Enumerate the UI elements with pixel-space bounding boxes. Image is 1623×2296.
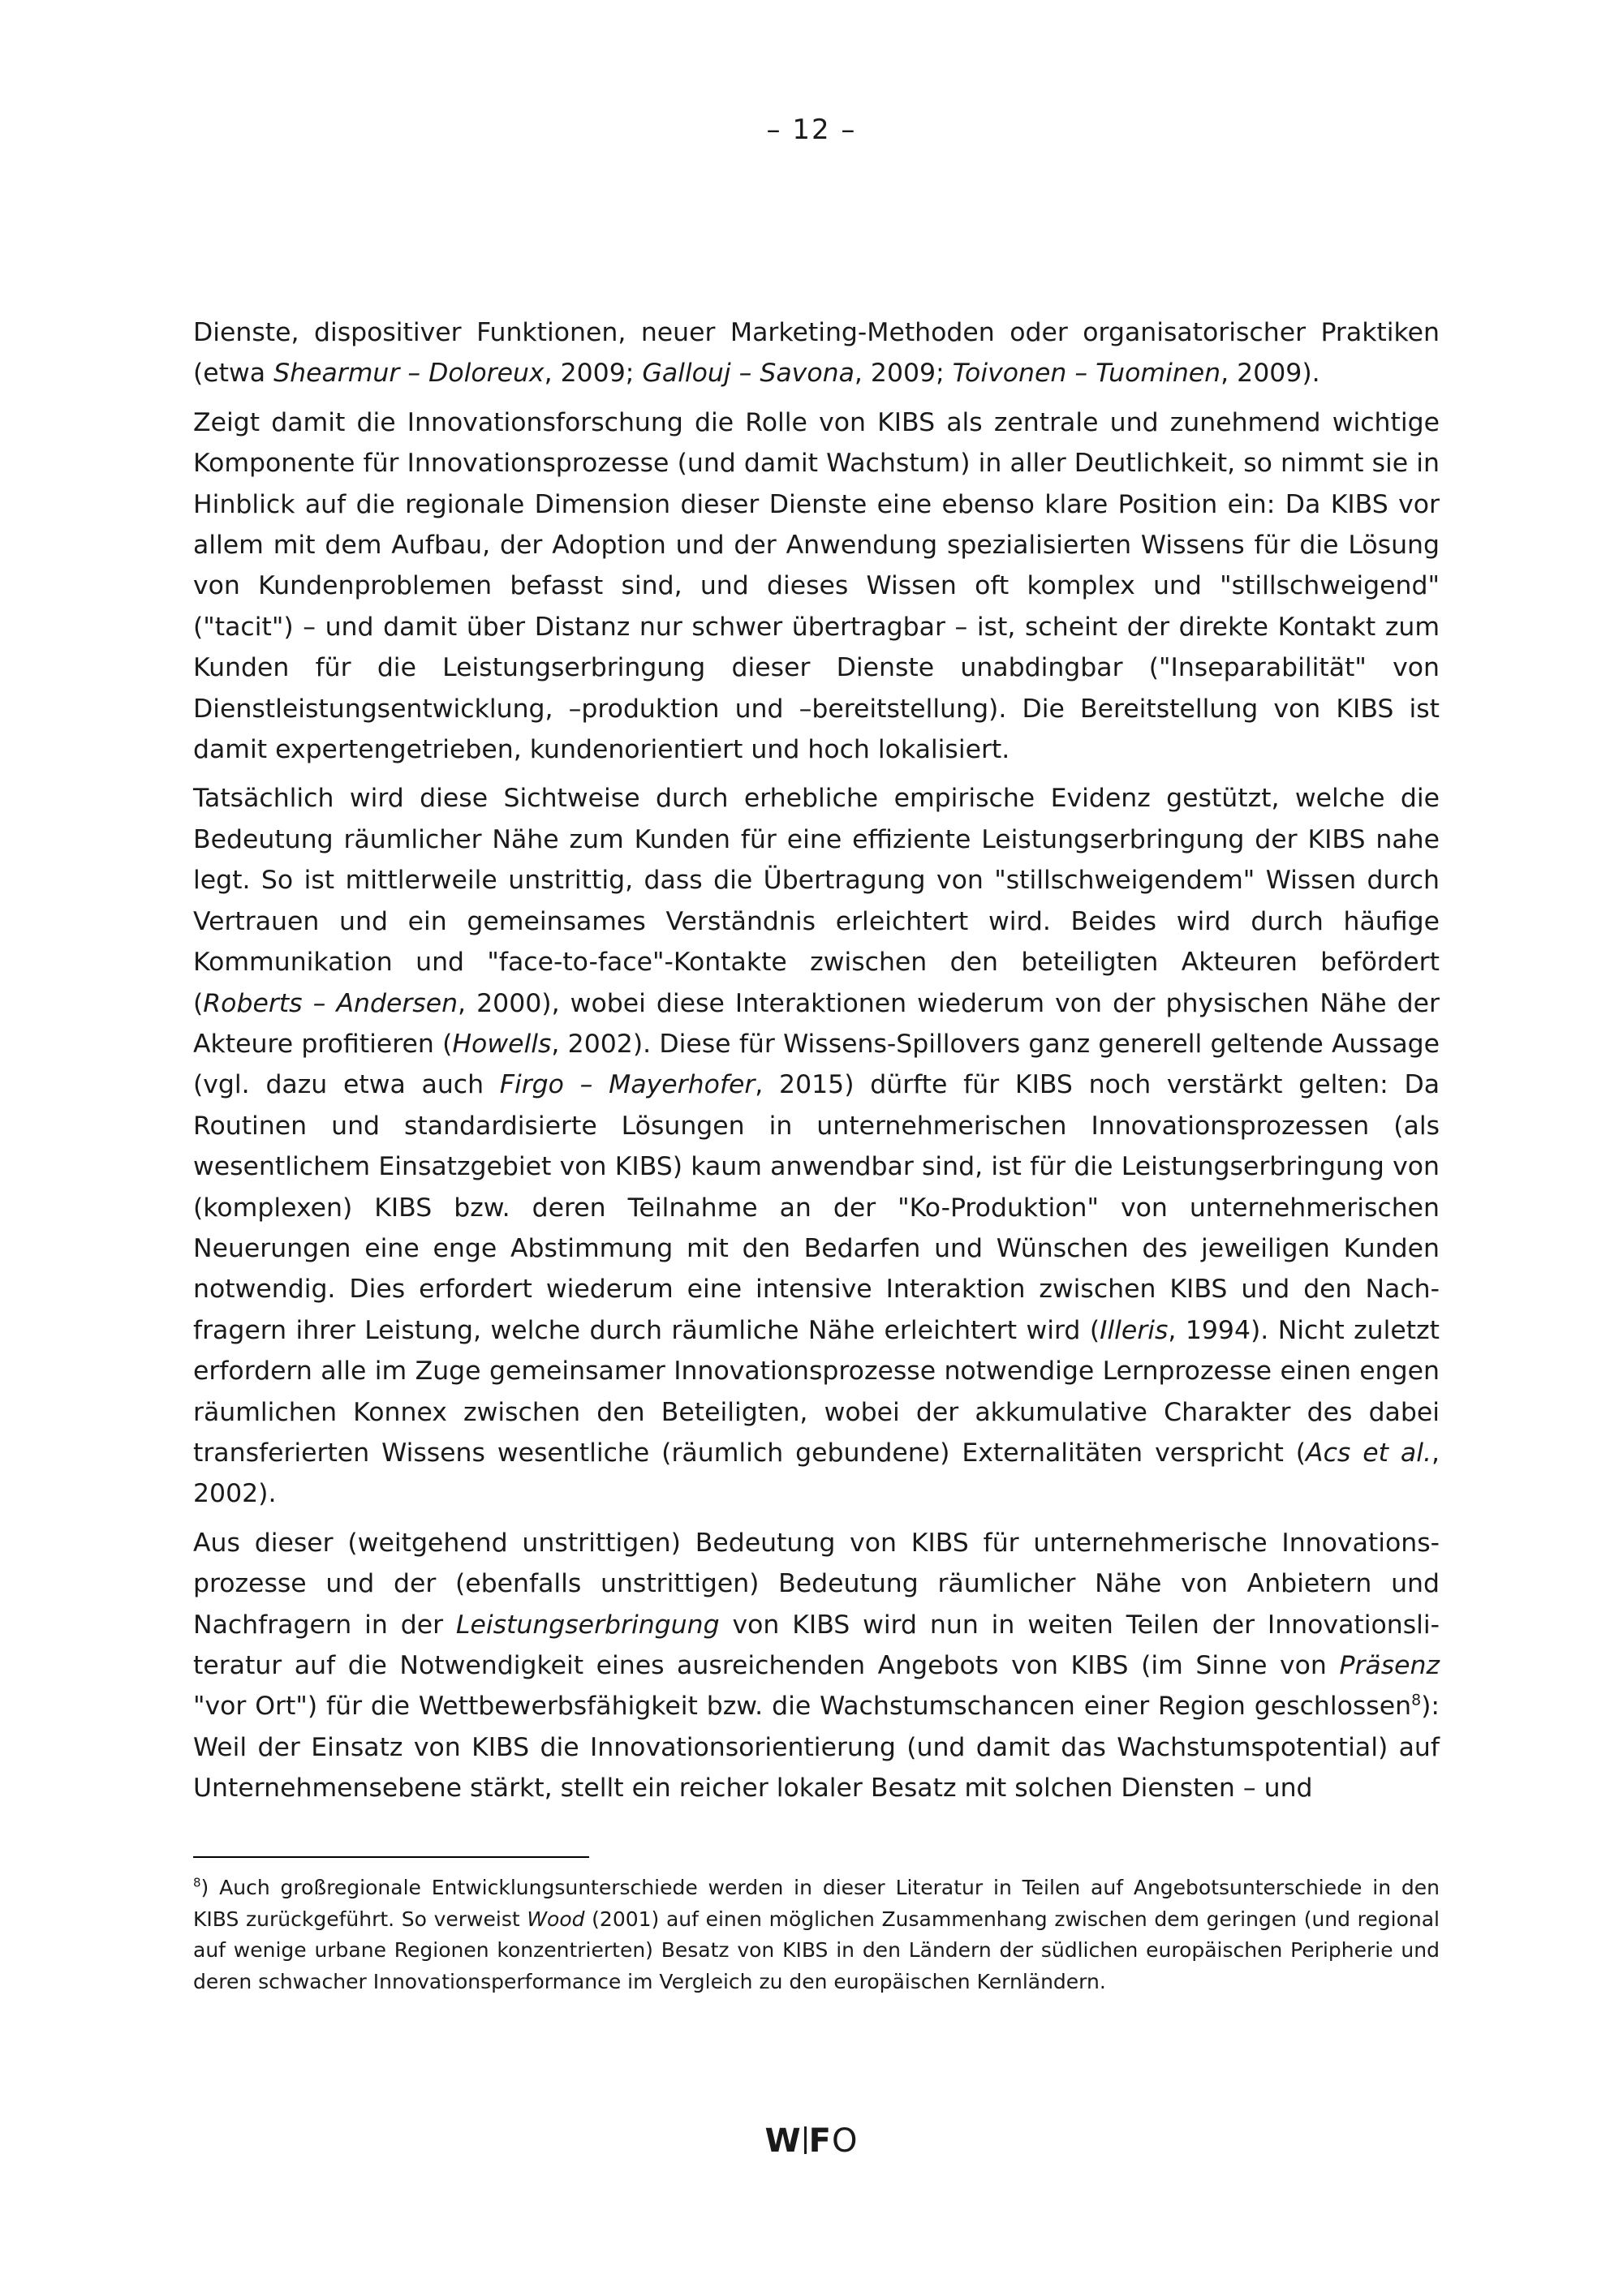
citation: Firgo – Mayerhofer xyxy=(499,1070,756,1100)
text-run: (2001) auf einen möglichen Zusammenhang zwischen dem geringen (und regional auf wenige urbane Regionen konzentrierten) Besatz von KIBS in den Ländern der südlichen europäischen Peripherie und deren schwacher Innovationsperformance im Vergleich zu den europäischen Kernländern. xyxy=(193,1907,1440,1993)
page-number: – 12 – xyxy=(766,114,857,146)
footnote xyxy=(193,1872,1440,1997)
citation: Shearmur – Doloreux xyxy=(273,359,545,389)
footnote-divider xyxy=(193,1856,589,1858)
text-run: Tatsächlich wird diese Sichtweise durch erhebliche empirische Evidenz gestützt, welche die Bedeutung räumlicher Nähe zum Kunden für eine effiziente Leistungserbringung der KIBS nahe legt. So ist mittlerweile unstrittig, dass die Übertragung von "stillschweigendem" Wissen durch Vertrauen und ein gemeinsames Verständnis erleichtert wird. Beides wird durch häufige Kommunikation und "face-to-face"-Kontakte zwischen den beteiligten Akteuren befördert ( xyxy=(193,784,1440,1018)
logo-letter-o: O xyxy=(831,2122,859,2160)
citation: Toivonen – Tuominen xyxy=(952,359,1221,389)
text-run: , 2000), wobei diese Interaktionen wiederum von der physischen Nähe der Akteure profitieren ( xyxy=(193,988,1440,1059)
text-run: ) Auch großregionale Entwicklungsunterschiede werden in dieser Literatur in Teilen auf Angebotsunterschiede in den KIBS zurückgeführt. So verweist xyxy=(193,1876,1440,1931)
text-run: ): Weil der Einsatz von KIBS die Innovationsorientierung (und damit das Wachstumspotential) auf Unternehmensebene stärkt, stellt ein reicher lokaler Besatz mit solchen Diensten – und xyxy=(193,1692,1440,1804)
text-run: , 2009; xyxy=(544,359,643,389)
paragraph xyxy=(193,402,1440,771)
text-run: , 1994). Nicht zuletzt erfordern alle im Zuge gemeinsamer Innovationsprozesse notwendige Lernprozesse einen engen räumlichen Konnex zwischen den Beteiligten, wobei der akkumulative Charakter des dabei transferierten Wissens wesentliche (räumlich gebundene) Externalitäten verspricht ( xyxy=(193,1315,1440,1468)
text-run: Zeigt damit die Innovationsforschung die Rolle von KIBS als zentrale und zunehmend wichtige Komponente für Innovationsprozesse (und damit Wachstum) in aller Deutlichkeit, so nimmt sie in Hinblick auf die regionale Dimension dieser Dienste eine ebenso klare Position ein: Da KIBS vor allem mit dem Aufbau, der Adoption und der Anwendung spezialisierten Wissens für die Lösung von Kundenproblemen befasst sind, und dieses Wissen oft komplex und "stillschweigend" ("tacit") – und damit über Distanz nur schwer übertragbar – ist, scheint der direkte Kontakt zum Kunden für die Leistungserbringung dieser Dienste unabdingbar ("Inseparabilität" von Dienstleistungsentwicklung, –produktion und –bereitstellung). Die Bereitstellung von KIBS ist damit expertengetrieben, kundenorientiert und hoch lokalisiert. xyxy=(193,407,1440,765)
citation: Roberts – Andersen xyxy=(203,988,458,1018)
citation: Illeris xyxy=(1100,1315,1169,1345)
body-text xyxy=(193,312,1440,1817)
footnote-marker: 8 xyxy=(193,1875,201,1890)
text-run: Aus dieser (weitgehend unstrittigen) Bedeutung von KIBS für unternehmerische Innovationsprozesse und der (ebenfalls unstrittigen) Bedeutung räumlicher Nähe von Anbietern und Nachfragern in der xyxy=(193,1528,1440,1640)
paragraph xyxy=(193,778,1440,1514)
text-run: , 2002). xyxy=(193,1438,1440,1509)
citation: Wood xyxy=(527,1907,585,1931)
paragraph xyxy=(193,312,1440,394)
citation: Howells xyxy=(452,1029,552,1059)
citation: Acs et al. xyxy=(1306,1438,1431,1468)
text-run: Dienste, dispositiver Funktionen, neuer Marketing-Methoden oder organisatorischer Praktiken (etwa xyxy=(193,318,1440,389)
footnote-marker: 8 xyxy=(1411,1691,1422,1709)
logo-letter-f: F xyxy=(808,2122,832,2160)
text-run: , 2015) dürfte für KIBS noch verstärkt gelten: Da Routinen und standardisierte Lösungen in unternehmerischen Innovationsprozessen (als wesentlichem Einsatzgebiet von KIBS) kaum anwendbar sind, ist für die Leistungserbringung von (komplexen) KIBS bzw. deren Teilnahme an der "Ko-Produktion" von unternehmerischen Neuerungen eine enge Abstimmung mit den Bedarfen und Wünschen des jeweiligen Kunden notwendig. Dies erfordert wiederum eine intensive Interaktion zwischen KIBS und den Nachfragern ihrer Leistung, welche durch räumliche Nähe erleichtert wird ( xyxy=(193,1070,1440,1345)
logo-letter-w: W xyxy=(764,2122,802,2160)
citation: Leistungserbringung xyxy=(455,1610,720,1640)
text-run: , 2009; xyxy=(854,359,953,389)
text-run: , 2009). xyxy=(1220,359,1320,389)
text-run: von KIBS wird nun in weiten Teilen der Innovationsliteratur auf die Notwendigkeit eines ausreichenden Angebots von KIBS (im Sinne von xyxy=(193,1610,1440,1680)
text-run: "vor Ort") für die Wettbewerbsfähigkeit bzw. die Wachstumschancen einer Region geschlossen xyxy=(193,1692,1412,1722)
paragraph xyxy=(193,1523,1440,1809)
citation: Präsenz xyxy=(1339,1651,1440,1680)
logo-letter-i xyxy=(804,2126,807,2154)
text-run: , 2002). Diese für Wissens-Spillovers ganz generell geltende Aussage (vgl. dazu etwa auch xyxy=(193,1029,1440,1100)
citation: Gallouj – Savona xyxy=(642,359,855,389)
footnote-text xyxy=(193,1872,1440,1997)
wifo-logo xyxy=(0,2121,1623,2161)
